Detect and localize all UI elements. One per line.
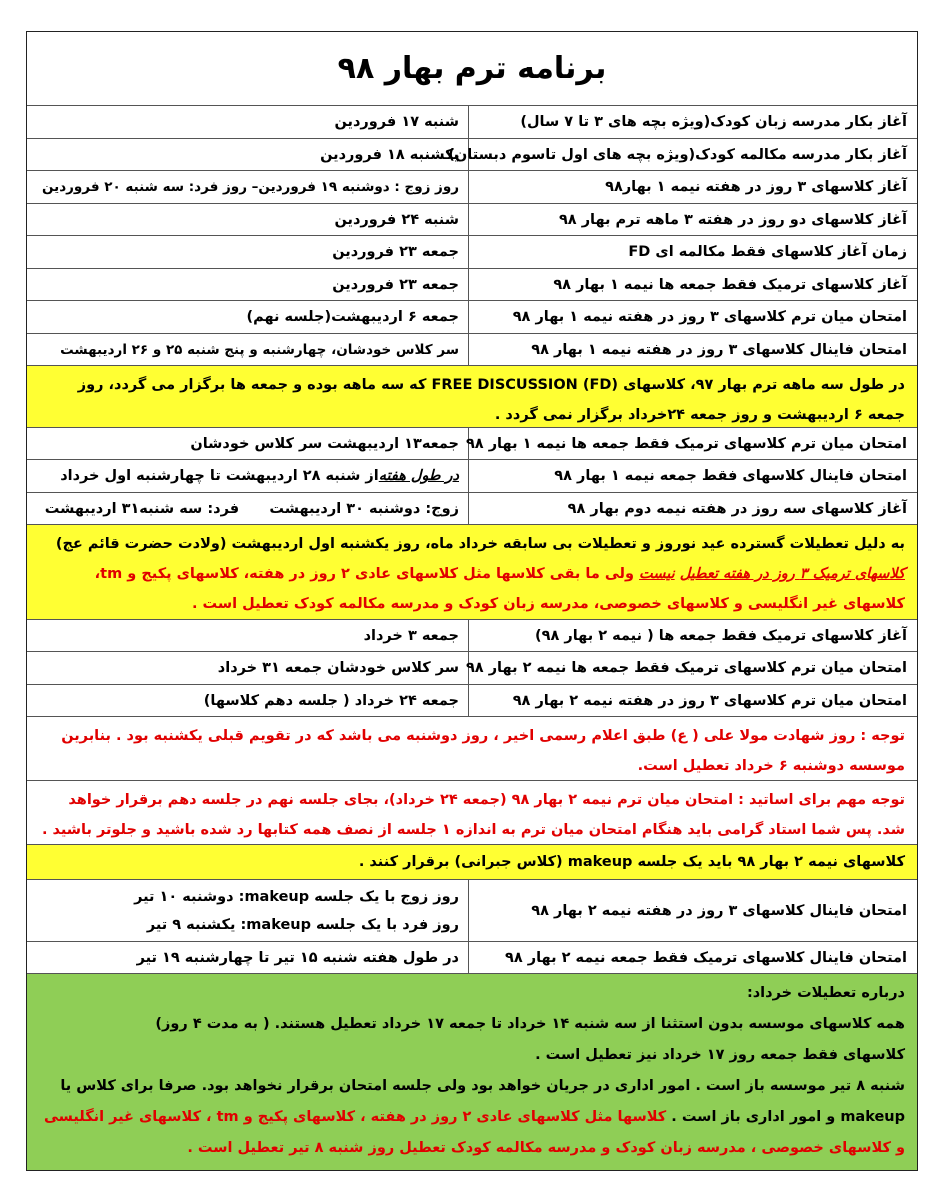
khordad-line4-text: کلاسها مثل کلاسهای عادی ۲ روز در هفته ، کلاسهای پکیج و tm ، کلاسهای غیر انگلیسی و کلاسهای خصوصی ، مدرسه زبان کودک و مدرسه مکالمه کودک تعطیل روز شنبه ۸ تیر تعطیل است . [43,1109,905,1156]
row-value: جمعه ۲۴ خرداد ( جلسه دهم کلاسها) [203,692,459,709]
table-row [27,620,917,652]
row-value: شنبه ۱۷ فروردین [334,114,459,130]
fd-notice [27,366,917,428]
table-row [27,428,917,460]
teacher-notice-text: توجه مهم برای اساتید : امتحان میان ترم نیمه ۲ بهار ۹۸ (جمعه ۲۴ خرداد)، بجای جلسه نهم در جلسه دهم برقرار خواهد شد. پس شما استاد گرامی باید هنگام امتحان میان ترم به اندازه ۱ جلسه از نصف همه کتابها رد شده باشید و جلوتر باشید . [41,792,905,838]
row-value-emphasis: در طول هفته [378,468,459,484]
row-label: امتحان فاینال کلاسهای ترمیک فقط جمعه نیمه ۲ بهار ۹۸ [468,942,917,973]
martyrdom-notice-text: توجه : روز شهادت مولا علی ( ع) طبق اعلام رسمی اخیر ، روز دوشنبه می باشد که در تقویم قبلی یکشنبه بود . بنابرین موسسه دوشنبه ۶ خرداد تعطیل است. [61,728,905,774]
table-row [27,269,917,301]
row-label: آغاز کلاسهای ۳ روز در هفته نیمه ۱ بهار۹۸ [468,171,917,203]
row-value-line1: روز زوج با یک جلسه makeup: دوشنبه ۱۰ تیر [134,888,459,905]
row-value: زوج: دوشنبه ۳۰ اردیبهشت فرد: سه شنبه۳۱ اردیبهشت [44,500,459,517]
table-row [27,106,917,139]
row-value: جمعه ۶ اردیبهشت(جلسه نهم) [246,309,459,325]
row-label: امتحان فاینال کلاسهای ۳ روز در هفته نیمه ۲ بهار ۹۸ [468,880,917,941]
holiday-notice-part3: نیست [639,566,675,582]
khordad-holidays-section [27,974,917,1170]
row-label: زمان آغاز کلاسهای فقط مکالمه ای FD [468,236,917,268]
row-value: جمعه۱۳ اردیبهشت سر کلاس خودشان [190,435,459,452]
row-value: جمعه ۲۳ فروردین [332,244,459,260]
row-value [27,880,469,941]
row-label: امتحان میان ترم کلاسهای ۳ روز در هفته نیمه ۲ بهار ۹۸ [468,685,917,716]
khordad-line1: همه کلاسهای موسسه بدون استثنا از سه شنبه ۱۴ خرداد تا جمعه ۱۷ خرداد تعطیل هستند. ( به مدت ۴ روز) [155,1016,905,1032]
row-label: امتحان فاینال کلاسهای فقط جمعه نیمه ۱ بهار ۹۸ [468,460,917,492]
makeup-notice [27,845,917,880]
row-label: آغاز بکار مدرسه زبان کودک(ویژه بچه های ۳ تا ۷ سال) [468,106,917,138]
page-title-text: برنامه ترم بهار ۹۸ [337,51,607,86]
khordad-heading: درباره تعطیلات خرداد: [746,985,905,1001]
row-value: در طول هفته شنبه ۱۵ تیر تا چهارشنبه ۱۹ تیر [136,949,459,966]
table-row [27,460,917,493]
table-row [27,685,917,717]
page-title [27,32,917,106]
row-value [27,460,469,492]
table-row [27,204,917,236]
row-value: شنبه ۲۴ فروردین [334,211,459,228]
row-label: امتحان میان ترم کلاسهای ترمیک فقط جمعه ها نیمه ۱ بهار ۹۸ [468,428,917,459]
teacher-notice [27,781,917,845]
khordad-line3-text: شنبه ۸ تیر موسسه باز است . امور اداری در جریان خواهد بود ولی جلسه امتحان برقرار نخواهد بود. صرفا برای کلاس یا makeup و امور اداری باز است . [60,1078,905,1125]
row-label: آغاز کلاسهای دو روز در هفته ۳ ماهه ترم بهار ۹۸ [468,204,917,235]
row-value: جمعه ۲۳ فروردین [332,276,459,293]
holiday-notice [27,525,917,620]
holiday-notice-part1: به دلیل تعطیلات گسترده عید نوروز و تعطیلات بی سابقه خرداد ماه، روز یکشنبه اول اردیبهشت (ولادت حضرت قائم عج) [55,536,905,552]
row-label: آغاز بکار مدرسه مکالمه کودک(ویژه بچه های اول تاسوم دبستان) [468,139,917,170]
table-row [27,942,917,974]
table-row [27,236,917,269]
row-value: جمعه ۳ خرداد [363,627,459,644]
holiday-notice-part2: کلاسهای ترمیک ۳ روز در هفته تعطیل [679,566,905,582]
row-label: آغاز کلاسهای ترمیک فقط جمعه ها نیمه ۱ بهار ۹۸ [468,269,917,300]
fd-notice-text: در طول سه ماهه ترم بهار ۹۷، کلاسهای FREE DISCUSSION (FD) که سه ماهه بوده و جمعه ها برگزار می گردد، روز جمعه ۶ اردیبهشت و روز جمعه ۲۴خرداد برگزار نمی گردد . [77,377,905,423]
table-row [27,139,917,171]
schedule-sheet [26,31,918,1171]
row-value: یکشنبه ۱۸ فروردین [320,146,459,163]
row-value: سر کلاس خودشان جمعه ۳۱ خرداد [217,660,459,676]
row-label: امتحان فاینال کلاسهای ۳ روز در هفته نیمه ۱ بهار ۹۸ [468,334,917,365]
row-value-rest: از شنبه ۲۸ اردیبهشت تا چهارشنبه اول خرداد [60,468,379,484]
row-label: آغاز کلاسهای سه روز در هفته نیمه دوم بهار ۹۸ [468,493,917,524]
row-label: آغاز کلاسهای ترمیک فقط جمعه ها ( نیمه ۲ بهار ۹۸) [468,620,917,651]
martyrdom-notice [27,717,917,781]
table-row [27,301,917,334]
holiday-notice-part4: ولی ما بقی کلاسها مثل کلاسهای عادی ۲ روز در هفته، کلاسهای پکیج و tm، کلاسهای غیر انگلیسی و کلاسهای خصوصی، مدرسه زبان کودک و مدرسه مکالمه کودک تعطیل است . [94,566,905,612]
row-value-line2: روز فرد با یک جلسه makeup: یکشنبه ۹ تیر [146,916,459,933]
table-row [27,171,917,204]
row-value: روز زوج : دوشنبه ۱۹ فروردین– روز فرد: سه شنبه ۲۰ فروردین [41,179,459,195]
table-row [27,334,917,366]
khordad-line3 [39,1071,905,1164]
table-row [27,880,917,942]
row-label: امتحان میان ترم کلاسهای ترمیک فقط جمعه ها نیمه ۲ بهار ۹۸ [468,652,917,684]
table-row [27,493,917,525]
makeup-notice-text: کلاسهای نیمه ۲ بهار ۹۸ باید یک جلسه makeup (کلاس جبرانی) برقرار کنند . [358,854,905,870]
table-row [27,652,917,685]
row-value: سر کلاس خودشان، چهارشنبه و پنج شنبه ۲۵ و ۲۶ اردیبهشت [60,341,459,358]
khordad-line2: کلاسهای فقط جمعه روز ۱۷ خرداد نیز تعطیل است . [535,1047,905,1063]
row-label: امتحان میان ترم کلاسهای ۳ روز در هفته نیمه ۱ بهار ۹۸ [468,301,917,333]
